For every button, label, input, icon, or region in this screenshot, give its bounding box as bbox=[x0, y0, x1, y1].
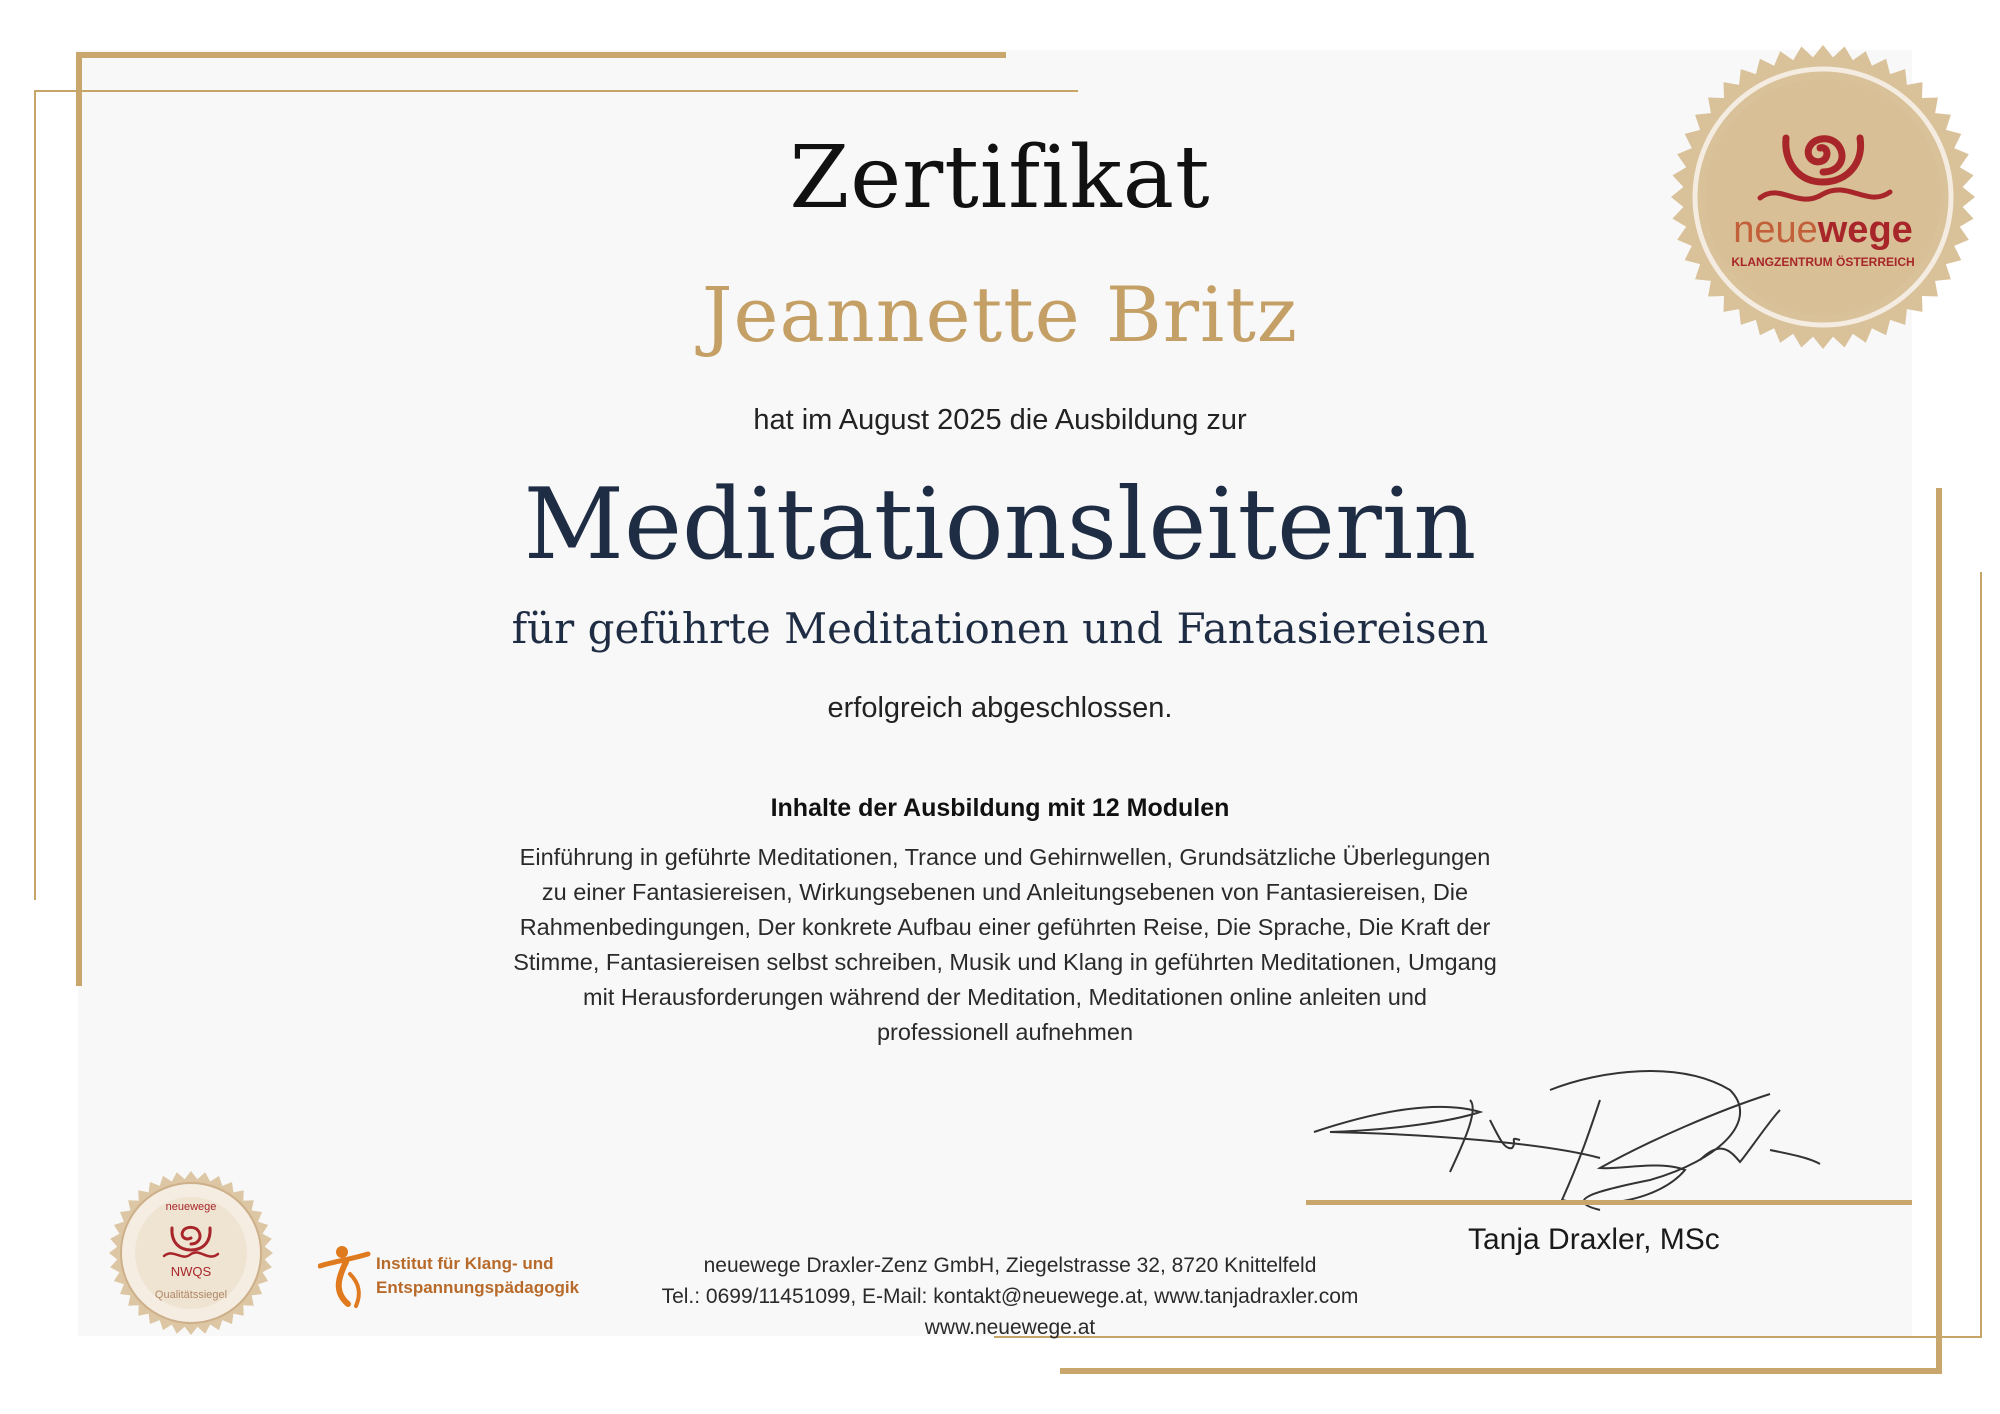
seal-brand-light: neue bbox=[1733, 209, 1818, 251]
frame-bottom-right-thick bbox=[1060, 1368, 1942, 1374]
quality-seal-icon bbox=[106, 1168, 276, 1338]
signer-name: Tanja Draxler, MSc bbox=[1468, 1223, 1720, 1256]
frame-top-left-thin bbox=[34, 90, 1078, 92]
seal-brand-bold: wege bbox=[1817, 209, 1913, 251]
certificate-title: Zertifikat bbox=[789, 128, 1211, 228]
modules-line: Rahmenbedingungen, Der konkrete Aufbau einer geführten Reise, Die Sprache, Die Kraft der bbox=[519, 914, 1491, 940]
modules-line: professionell aufnehmen bbox=[876, 1019, 1134, 1045]
modules-description bbox=[440, 840, 1570, 1050]
intro-line: hat im August 2025 die Ausbildung zur bbox=[753, 404, 1247, 436]
modules-line: mit Herausforderungen während der Meditation, Meditationen online anleiten und bbox=[583, 984, 1427, 1010]
footer-contact bbox=[620, 1250, 1400, 1343]
institute-name-line1: Institut für Klang- und bbox=[376, 1254, 554, 1273]
quality-seal-ring-top: neuewege bbox=[165, 1201, 217, 1213]
frame-top-left-thick bbox=[78, 52, 1006, 58]
modules-heading: Inhalte der Ausbildung mit 12 Modulen bbox=[770, 794, 1230, 822]
quality-seal-ring-bottom: Qualitätssiegel bbox=[154, 1289, 228, 1301]
modules-line: zu einer Fantasiereisen, Wirkungsebenen und Anleitungsebenen von Fantasiereisen, Die bbox=[541, 879, 1469, 905]
footer-contact-line: Tel.: 0699/11451099, E-Mail: kontakt@neuewege.at, www.tanjadraxler.com bbox=[661, 1285, 1359, 1308]
signature-scribble bbox=[1300, 1050, 1860, 1220]
frame-right-thin bbox=[1980, 572, 1982, 1338]
completion-line: erfolgreich abgeschlossen. bbox=[827, 692, 1173, 724]
neuewege-seal bbox=[1668, 42, 1978, 352]
signature-line bbox=[1306, 1200, 1912, 1205]
modules-line: Einführung in geführte Meditationen, Trance und Gehirnwellen, Grundsätzliche Überlegungen bbox=[519, 844, 1491, 870]
dancer-figure-icon bbox=[318, 1244, 374, 1310]
modules-line: Stimme, Fantasiereisen selbst schreiben, Musik und Klang in geführten Meditationen, Umgang bbox=[513, 949, 1497, 975]
svg-text:neuewege bbox=[1733, 209, 1913, 251]
institute-logo bbox=[318, 1244, 618, 1310]
footer-address: neuewege Draxler-Zenz GmbH, Ziegelstrasse 32, 8720 Knittelfeld bbox=[703, 1254, 1317, 1277]
institute-name-line2: Entspannungspädagogik bbox=[376, 1278, 580, 1297]
seal-badge-icon bbox=[1668, 42, 1978, 352]
footer-website: www.neuewege.at bbox=[924, 1316, 1096, 1339]
quality-seal-code: NWQS bbox=[170, 1264, 212, 1279]
seal-tagline: KLANGZENTRUM ÖSTERREICH bbox=[1731, 255, 1915, 269]
degree-title: Meditationsleiterin bbox=[523, 468, 1477, 582]
recipient-name: Jeannette Britz bbox=[702, 270, 1298, 359]
degree-subtitle: für geführte Meditationen und Fantasiereisen bbox=[511, 604, 1489, 653]
nwqs-quality-seal bbox=[106, 1168, 276, 1338]
